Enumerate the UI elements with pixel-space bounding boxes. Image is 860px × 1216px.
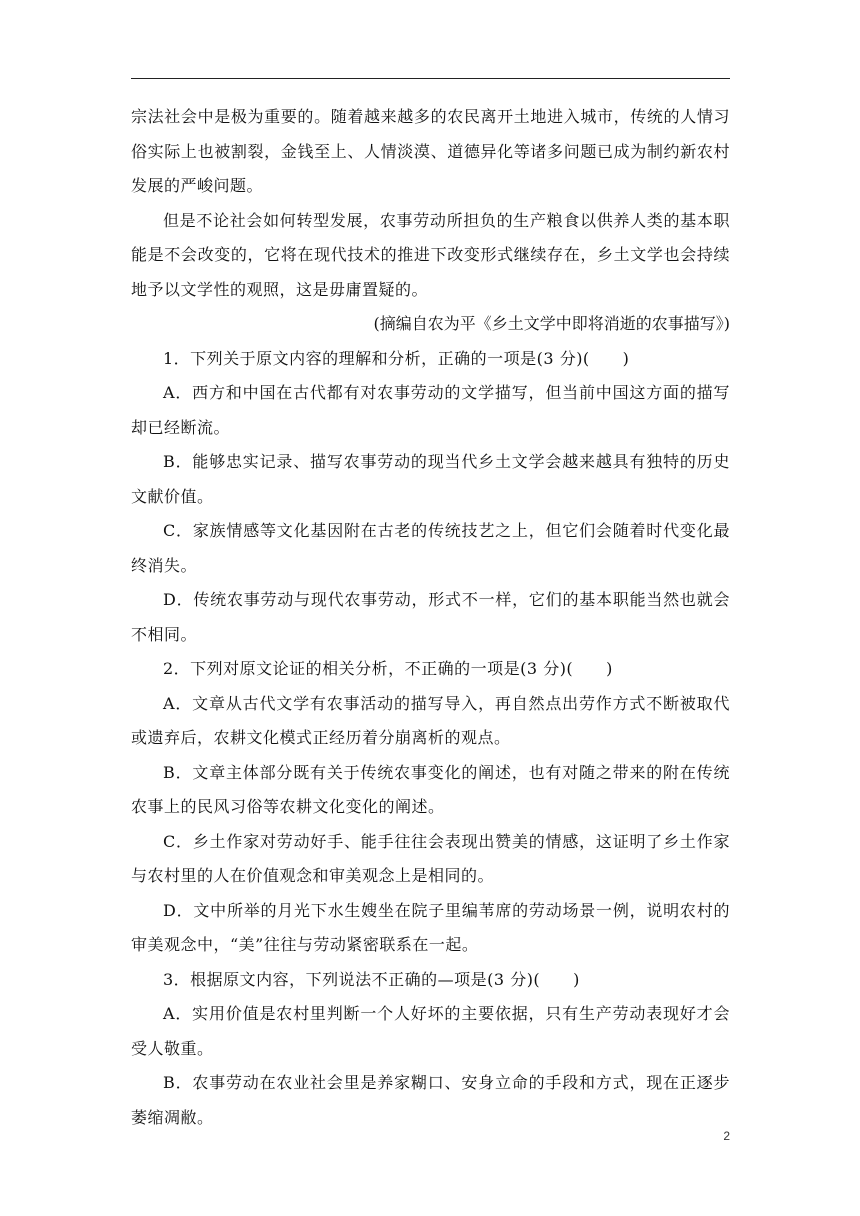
question-stem: 2．下列对原文论证的相关分析，不正确的一项是(3 分)( ): [163, 659, 613, 678]
document-body: [131, 100, 730, 1135]
body-paragraph: 但是不论社会如何转型发展，农事劳动所担负的生产粮食以供养人类的基本职能是不会改变的，它将在现代技术的推进下改变形式继续存在，乡土文学也会持续地予以文学性的观照，这是毋庸置疑的。: [131, 210, 730, 299]
question-option: C．乡土作家对劳动好手、能手往往会表现出赞美的情感，这证明了乡土作家与农村里的人在价值观念和审美观念上是相同的。: [131, 831, 730, 885]
question-3: [131, 963, 730, 1136]
body-paragraph: 宗法社会中是极为重要的。随着越来越多的农民离开土地进入城市，传统的人情习俗实际上也被割裂，金钱至上、人情淡漠、道德异化等诸多问题已成为制约新农村发展的严峻问题。: [131, 107, 730, 195]
question-stem: 1．下列关于原文内容的理解和分析，正确的一项是(3 分)( ): [163, 348, 630, 368]
question-1: [131, 342, 730, 653]
header-rule: [131, 78, 730, 79]
question-2: [131, 652, 730, 963]
question-option: A．实用价值是农村里判断一个人好坏的主要依据，只有生产劳动表现好才会受人敬重。: [131, 1004, 730, 1058]
question-stem: 3．根据原文内容，下列说法不正确的—项是(3 分)( ): [163, 969, 580, 989]
page-number: 2: [723, 1129, 730, 1143]
question-option: D．文中所举的月光下水生嫂坐在院子里编苇席的劳动场景一例，说明农村的审美观念中，“美”往往与劳动紧密联系在一起。: [131, 900, 730, 954]
question-option: A．文章从古代文学有农事活动的描写导入，再自然点出劳作方式不断被取代或遗弃后，农耕文化模式正经历着分崩离析的观点。: [131, 693, 730, 747]
question-option: B．文章主体部分既有关于传统农事变化的阐述，也有对随之带来的附在传统农事上的民风习俗等农耕文化变化的阐述。: [131, 762, 730, 816]
question-option: C．家族情感等文化基因附在古老的传统技艺之上，但它们会随着时代变化最终消失。: [131, 521, 730, 575]
question-option: B．能够忠实记录、描写农事劳动的现当代乡土文学会越来越具有独特的历史文献价值。: [131, 452, 730, 506]
question-option: B．农事劳动在农业社会里是养家糊口、安身立命的手段和方式，现在正逐步萎缩凋敝。: [131, 1073, 730, 1127]
source-citation: (摘编自农为平《乡土文学中即将消逝的农事描写》): [373, 314, 730, 333]
question-option: A．西方和中国在古代都有对农事劳动的文学描写，但当前中国这方面的描写却已经断流。: [131, 383, 730, 437]
question-option: D．传统农事劳动与现代农事劳动，形式不一样，它们的基本职能当然也就会不相同。: [131, 590, 730, 644]
